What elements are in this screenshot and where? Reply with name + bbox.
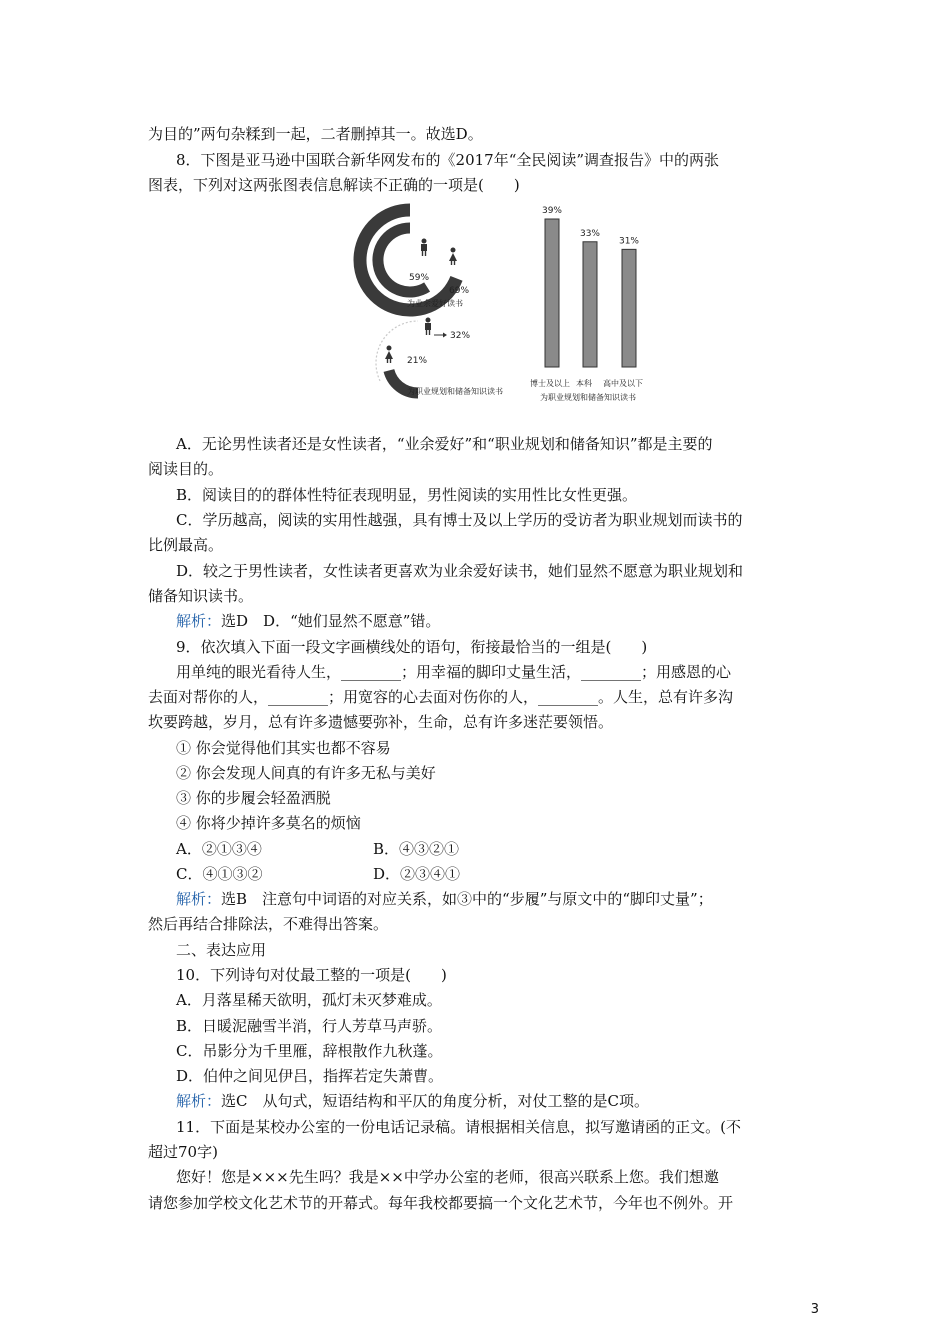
- male-icon: [425, 318, 431, 336]
- option-c: C．④①③②: [176, 865, 263, 883]
- choice-item: ④ 你将少掉许多莫名的烦恼: [176, 814, 361, 832]
- bar: [622, 249, 636, 367]
- text-line: 比例最高。: [148, 536, 224, 554]
- option-a: A．无论男性读者还是女性读者，“业余爱好”和“职业规划和储备知识”都是主要的: [176, 435, 713, 453]
- career-caption: 为职业规划和储备知识读书: [407, 387, 503, 396]
- male-hobby-label: 59%: [409, 273, 430, 283]
- question-9: 9．依次填入下面一段文字画横线处的语句，衔接最恰当的一组是( ): [176, 638, 648, 656]
- passage-line: 您好！您是×××先生吗？我是××中学办公室的老师，很高兴联系上您。我们想邀: [176, 1168, 719, 1186]
- passage-line: 请您参加学校文化艺术节的开幕式。每年我校都要搞一个文化艺术节，今年也不例外。开: [148, 1194, 734, 1212]
- option-d: D．较之于男性读者，女性读者更喜欢为业余爱好读书，她们显然不愿意为职业规划和: [176, 562, 744, 580]
- person-body: [425, 323, 431, 330]
- bar-category-label: 博士及以上: [530, 379, 570, 388]
- analysis-label: 解析：: [176, 890, 222, 908]
- choice-item: ① 你会觉得他们其实也都不容易: [176, 739, 391, 757]
- option-a: A．②①③④: [176, 840, 262, 858]
- text-line: 阅读目的。: [148, 460, 224, 478]
- choice-item: ② 你会发现人间真的有许多无私与美好: [176, 764, 436, 782]
- question-10: 10．下列诗句对仗最工整的一项是( ): [176, 966, 447, 984]
- choice-item: ③ 你的步履会轻盈洒脱: [176, 789, 331, 807]
- male-career-ring: [376, 321, 418, 381]
- analysis-label: 解析：: [176, 612, 222, 630]
- question-8: 8．下图是亚马逊中国联合新华网发布的《2017年“全民阅读”调查报告》中的两张: [176, 151, 720, 169]
- person-head: [422, 239, 427, 244]
- female-hobby-label: 69%: [449, 286, 470, 296]
- bar-category-label: 本科: [576, 379, 592, 388]
- option-c: C．吊影分为千里雁，辞根散作九秋蓬。: [176, 1042, 443, 1060]
- text-line: 图表，下列对这两张图表信息解读不正确的一项是( ): [148, 176, 520, 194]
- person-body: [385, 351, 393, 359]
- reading-survey-figure: [340, 195, 670, 410]
- person-head: [387, 346, 392, 351]
- pointer-arrow-head: [443, 333, 447, 338]
- text-line: 超过70字): [148, 1143, 218, 1161]
- male-career-label: 32%: [450, 331, 471, 341]
- question-11: 11．下面是某校办公室的一份电话记录稿。请根据相关信息，拟写邀请函的正文。(不: [176, 1118, 741, 1136]
- career-donut: [376, 318, 503, 397]
- bar-value-label: 39%: [541, 206, 563, 216]
- analysis-9: 解析：选B 注意句中词语的对应关系，如③中的“步履”与原文中的“脚印丈量”；: [176, 890, 713, 908]
- analysis-10: 解析：选C 从句式，短语结构和平仄的角度分析，对仗工整的是C项。: [176, 1092, 649, 1110]
- bar-category-label: 高中及以下: [603, 379, 643, 388]
- male-icon: [421, 239, 427, 257]
- text-line: 储备知识读书。: [148, 587, 254, 605]
- person-head: [426, 318, 431, 323]
- option-b: B．日暖泥融雪半消，行人芳草马声骄。: [176, 1017, 443, 1035]
- bar-caption: 为职业规划和储备知识读书: [540, 393, 636, 402]
- section-heading: 二、表达应用: [176, 941, 267, 959]
- female-icon: [385, 346, 393, 364]
- passage-line: 坎要跨越，岁月，总有许多遗憾要弥补，生命，总有许多迷茫要领悟。: [148, 713, 614, 731]
- text-line: 然后再结合排除法，不难得出答案。: [148, 915, 389, 933]
- option-d: D．伯仲之间见伊吕，指挥若定失萧曹。: [176, 1067, 444, 1085]
- person-body: [449, 253, 457, 261]
- passage-line: 用单纯的眼光看待人生，________；用幸福的脚印丈量生活，________；用感恩的心: [176, 663, 732, 681]
- passage-line: 去面对帮你的人，________；用宽容的心去面对伤你的人，________。人生，总有许多沟: [148, 688, 734, 706]
- bar: [583, 242, 597, 367]
- bar: [545, 219, 559, 367]
- education-bar-chart: [530, 206, 643, 402]
- option-b: B．阅读目的的群体性特征表现明显，男性阅读的实用性比女性更强。: [176, 486, 638, 504]
- option-a: A．月落星稀天欲明，孤灯未灭梦难成。: [176, 991, 442, 1009]
- analysis-8: 解析：选D D．“她们显然不愿意”错。: [176, 612, 441, 630]
- page-number: 3: [810, 1302, 819, 1317]
- analysis-label: 解析：: [176, 1092, 222, 1110]
- person-head: [451, 248, 456, 253]
- person-body: [421, 244, 427, 251]
- bar-value-label: 33%: [579, 228, 601, 239]
- text-line: 为目的”两句杂糅到一起，二者删掉其一。故选D。: [148, 125, 483, 143]
- female-career-label: 21%: [407, 356, 428, 366]
- hobby-caption: 为业余爱好读书: [407, 299, 463, 308]
- option-b: B．④③②①: [373, 840, 460, 858]
- option-c: C．学历越高，阅读的实用性越强，具有博士及以上学历的受访者为职业规划而读书的: [176, 511, 743, 529]
- bar-value-label: 31%: [618, 236, 640, 247]
- female-icon: [449, 248, 457, 266]
- option-d: D．②③④①: [373, 865, 461, 883]
- hobby-donut: [360, 210, 469, 310]
